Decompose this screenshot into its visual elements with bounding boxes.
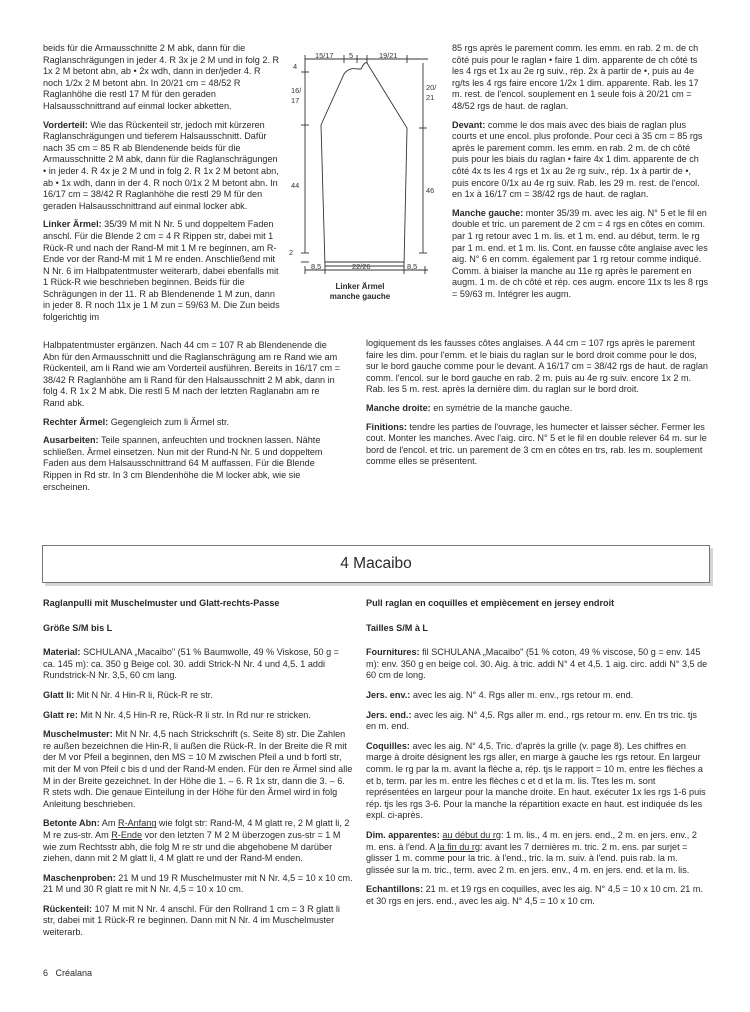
pattern-heading-fr: Pull raglan en coquilles et empiècement en jersey endroit — [366, 598, 615, 608]
dim-top-left: 15/17 — [315, 51, 334, 60]
dim-right-21: 21 — [426, 93, 435, 102]
material-paragraph: Material: SCHULANA „Macaibo" (51 % Baumwolle, 49 % Viskose, 50 g = ca. 145 m): ca. 350 g Beige col. 30. addi Strick-N Nr. 4 und 4,5. 1 addi Rundstrick-N Nr. 3,5, 60 cm lang. — [43, 647, 339, 681]
dim-bottom-right: 8,5 — [407, 262, 418, 271]
sleeve-schematic — [283, 43, 449, 305]
size-fr: Tailles S/M à L — [366, 622, 428, 633]
back-continuation: beids für die Armausschnitte 2 M abk, dann für die Raglanschrägungen in jeder 4. R 3x je 2 M und in folg 2. R 1x 2 M betont abn, ab • 2x wdh, dann in der/jeder 4. R noch 1/2x 2 M betont abn. In 20/21 cm = 48/52 R Raglanhöhe die restl 17 M für den geraden Halsausschnittrand auf einmal locker abketten. — [43, 43, 280, 111]
linker-aermel-continued: Halbpatentmuster ergänzen. Nach 44 cm = 107 R ab Blendenende die Abn für den Armausschnitt und die Raglanschrägung am re Rand wie am Rückenteil, am li Rand wie am Vorderteil ausführen. Bereits in 16/17 cm = 38/42 R Raglanhöhe am li Rand für den Halsausschnitt 2 M abk, dann in folg 4. R 1x 2 M abk. Die restl 5 M nach der letzten Raglanabn am re Rand abk. — [43, 340, 340, 408]
dim-left-17: 17 — [291, 96, 300, 105]
rechter-aermel-paragraph: Rechter Ärmel: Gegengleich zum li Ärmel str. — [43, 416, 229, 427]
dim-top-mid: 5 — [349, 51, 354, 60]
brand-name: Créalana — [55, 968, 93, 978]
jers-env-paragraph: Jers. env.: avec les aig. N° 4. Rgs aller m. env., rgs retour m. end. — [366, 689, 634, 700]
french-column-continued — [366, 338, 711, 475]
glatt-re-paragraph: Glatt re: Mit N Nr. 4,5 Hin-R re, Rück-R li str. In Rd nur re stricken. — [43, 709, 311, 720]
dim-left-4: 4 — [293, 62, 298, 71]
coquilles-paragraph: Coquilles: avec les aig. N° 4,5. Tric. d'après la grille (v. page 8). Les chiffres en marge à droite désignent les rgs aller, en marge à gauche les rgs retour. En largeur comm. le rg par la m. avant la flèche a, rép. tjs le rapport = 10 m. entre les flèches a et b, term. par les m. entre les flèches c et d et la m. lis. Ttes les m. sont représentées en largeur pour la manche droite. En haut. exécuter 1x les rgs 1-6 puis rép. tjs les rgs 3-6. Pour la manche la répartition exacte en haut. est indiquée ds les expl. ci-après. — [366, 740, 706, 821]
linker-aermel-paragraph: Linker Ärmel: 35/39 M mit N Nr. 5 und doppeltem Faden anschl. Für die Blende 2 cm = 4 R Rippen str, dabei mit 1 Rück-R und nach der Rand-M mit 1 M re beginnen, am R-Ende vor der Rand-M mit 1 M re enden. Anschließend mit N Nr. 6 im Halbpatentmuster weiterarb, dabei ebenfalls mit 1 Rück-R wie beschrieben beginnen. Beids für die Schrägungen in der 11. R ab Blendenende 1 M zun, dann in jeder 8. R noch 11x je 1 M zun = 59/63 M. Die Zun beids folgerichtig im — [43, 219, 280, 323]
betonte-abn-paragraph: Betonte Abn: Am R-Anfang wie folgt str: Rand-M, 4 M glatt re, 2 M glatt li, 2 M re zus-str. Am R-Ende vor den letzten 7 M 2 M überzogen zus-str = 1 M wie zum Rechtsstr abh, die folg M re str und die abgehobene M darüber ziehen, dann mit 2 M glatt li, 4 M glatt re und der Rand-M enden. — [43, 818, 350, 864]
dim-bottom-left: 8,5 — [311, 262, 322, 271]
section-title: 4 Macaibo — [340, 555, 412, 572]
schematic-caption: Linker Ärmel manche gauche — [329, 282, 391, 301]
echantillons-paragraph: Echantillons: 21 m. et 19 rgs en coquilles, avec les aig. N° 4,5 = 10 x 10 cm. 21 m. et 30 rgs en jers. end., avec les aig. N° 4,5 = 10 x 10 cm. — [366, 884, 703, 906]
section-title-box — [42, 545, 710, 583]
vorderteil-paragraph: Vorderteil: Wie das Rückenteil str, jedoch mit kürzeren Raglanschrägungen und tieferem Halsausschnitt. Dafür nach 35 cm = 85 R ab Blendenende beids für die Armausschnitte 2 M abk, dann für die Raglanschrägungen • in jeder 4. R 4x je 2 M und in folg 2. R 1x 2 M betont abn, ab • 1x wdh, dann in der 4. R noch 0/1x 2 M betont abn. In 16/17 cm = 38/42 R Raglanhöhe die restl 29 M für den geraden Halsausschnittrand auf einmal locker abk. — [43, 119, 279, 211]
german-column-top — [43, 43, 281, 331]
dim-left-16: 16/ — [291, 86, 302, 95]
french-column-top — [452, 43, 709, 307]
dim-bottom-mid: 22/26 — [352, 262, 371, 271]
french-pattern-column — [366, 598, 708, 915]
devant-paragraph: Devant: comme le dos mais avec des biais de raglan plus courts et une encol. plus profonde. Pour ceci à 35 cm = 85 rgs après le parement comm. les emm. en rab. 2 m. de ch côté puis pour les biais du raglan • faire 4x 1 dim. apparente de ch côté 4x ts les 4 rgs et 1x au 2e rg suiv., rép. 1x à partir de •, puis encore 0/1x au 4e rg suiv. Rab. les 29 m. rest. de l'encol. en 1x à 16/17 cm = 38/42 rgs de haut. de raglan. — [452, 119, 703, 200]
manche-droite-paragraph: Manche droite: en symétrie de la manche gauche. — [366, 402, 573, 413]
page-number: 6 — [43, 968, 49, 978]
german-column-continued — [43, 340, 343, 500]
dim-right-46: 46 — [426, 186, 435, 195]
dim-top-right: 19/21 — [379, 51, 398, 60]
manche-gauche-paragraph: Manche gauche: monter 35/39 m. avec les aig. N° 5 et le fil en double et tric. un parement de 2 cm = 4 rgs en côtes en comm. par 1 rg retour avec 1 m. lis. et 1 m. end. au début, term. le rg par 1 m. end. et 1 m. lis. Cont. en fausse côte anglaise avec les aig. N° 6 en comm. également par 1 rg retour comme indiqué. Comm. à biaiser la manche au 11e rg après le parement en augm. 1 m. de ch côté et rép. ces augm. encore 11x ts les 8 rgs = 59/63 m. Intégrer les augm. — [452, 207, 709, 299]
pattern-heading-de: Raglanpulli mit Muschelmuster und Glatt-rechts-Passe — [43, 598, 280, 608]
size-de: Größe S/M bis L — [43, 622, 113, 633]
dim-left-44: 44 — [291, 181, 300, 190]
dim-right-20: 20/ — [426, 83, 437, 92]
page-footer — [43, 968, 92, 978]
glatt-li-paragraph: Glatt li: Mit N Nr. 4 Hin-R li, Rück-R re str. — [43, 689, 213, 700]
fournitures-paragraph: Fournitures: fil SCHULANA „Macaibo" (51 % coton, 49 % viscose, 50 g = env. 145 m): env. 350 g en beige col. 30. Aig. à tric. addi N° 4 et 4,5. 1 aig. circ. addi N° 3,5 de 60 cm de long. — [366, 647, 708, 681]
manche-gauche-continued: logiquement ds les fausses côtes anglaises. A 44 cm = 107 rgs après le parement faire les dim. pour l'emm. et le biais du raglan sur le bord droit comme pour le dos, sur le bord gauche comme pour le devant. A 16/17 cm = 38/42 rgs de haut. de raglan comm. l'encol. sur le bord gauche en rab. 2 m. puis au 4e rg suiv. encore 1x 2 m. Rab. les 5 m. rest. après la dernière dim. du raglan sur le bord droit. — [366, 338, 708, 395]
jers-end-paragraph: Jers. end.: avec les aig. N° 4,5. Rgs aller m. end., rgs retour m. env. En trs tric. tjs en m. end. — [366, 709, 697, 732]
rueckenteil-paragraph: Rückenteil: 107 M mit N Nr. 4 anschl. Für den Rollrand 1 cm = 3 R glatt li str, dabei mit 1 Rück-R re beginnen. Dann mit N Nr. 4 im Muschelmuster weiterarb. — [43, 903, 340, 938]
ausarbeiten-paragraph: Ausarbeiten: Teile spannen, anfeuchten und trocknen lassen. Nähte schließen. Ärmel einsetzen. Nun mit der Rund-N Nr. 5 und doppeltem Faden aus dem Halsausschnittrand 64 M auffassen. Für die Blende Rippen in Rd str. In 3 cm Blendenhöhe die M locker abk, wie sie erscheinen. — [43, 435, 323, 492]
dim-left-2: 2 — [289, 248, 294, 257]
dim-apparentes-paragraph: Dim. apparentes: au début du rg: 1 m. lis., 4 m. en jers. end., 2 m. en jers. env., 2 m. ens. à l'end. A la fin du rg: avant les 7 dernières m. tric. 2 m. ens. par surjet = glisser 1 m. comme pour la tric. à l'end., tric. la m. suiv. à l'end. puis rab. la m. glissée sur la m. tric., term. avec 2 m. en jers. env., 4 m. en jers. end. et la m. lis. — [366, 829, 697, 875]
finitions-paragraph: Finitions: tendre les parties de l'ouvrage, les humecter et laisser sécher. Fermer les cout. Monter les manches. Avec l'aig. circ. N° 5 et le fil en double relever 64 m. sur le bord de l'encol. et tric. un parement de 3 cm en côtes en trs, rab. les m. souplement comme elles se présentent. — [366, 421, 707, 467]
dos-continuation: 85 rgs après le parement comm. les emm. en rab. 2 m. de ch côté puis pour le raglan • faire 1 dim. apparente de ch côté ts les 4 rgs et 1x au 2e rg suiv., rép. 2x à partir de •, puis au 4e rg/ts les 4 rgs faire encore 1/2x 1 dim. apparente. Rab. les 17 m. rest. de l'encol. souplement en 1 seule fois à 20/21 cm = 48/52 rgs de haut. de raglan. — [452, 43, 699, 111]
muschelmuster-paragraph: Muschelmuster: Mit N Nr. 4,5 nach Strickschrift (s. Seite 8) str. Die Zahlen re außen bezeichnen die Hin-R, li außen die Rück-R. In der Breite die R mit der M vor Pfeil a beginnen, den MS = 10 M zwischen Pfeil a und b fortl str, mit der M von Pfeil c bis d und der Rand-M enden. Für den re Ärmel sind alle M in der Breite gezeichnet. In der Höhe die 1. – 6. R 1x str, dann die 3. – 6. R stets wdh. Die genaue Einteilung in der Höhe für den Ärmel wird in folg Anleitung beschrieben. — [43, 729, 353, 809]
german-pattern-column — [43, 598, 353, 947]
maschenproben-paragraph: Maschenproben: 21 M und 19 R Muschelmuster mit N Nr. 4,5 = 10 x 10 cm. 21 M und 30 R glatt re mit N Nr. 4,5 = 10 x 10 cm. — [43, 872, 353, 895]
